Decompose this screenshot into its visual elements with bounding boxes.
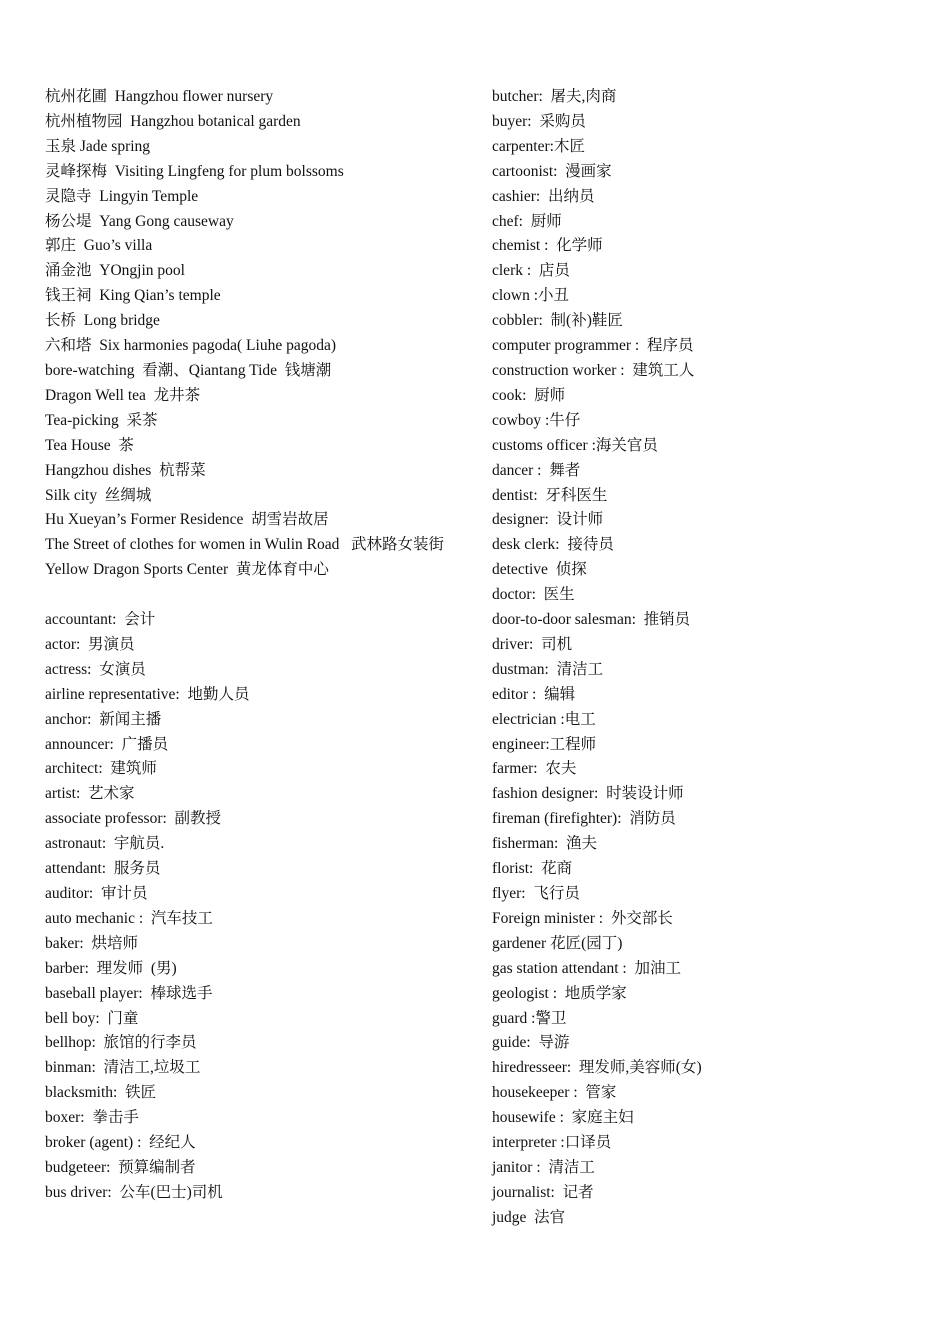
text-line: flyer: 飞行员 — [492, 885, 580, 902]
text-line: barber: 理发师 (男) — [45, 959, 177, 977]
text-line: fisherman: 渔夫 — [492, 835, 598, 853]
right-column — [492, 85, 912, 1231]
text-line: associate professor: 副教授 — [45, 810, 222, 828]
text-line: attendant: 服务员 — [45, 860, 161, 878]
text-line: blacksmith: 铁匠 — [45, 1084, 157, 1102]
text-line: baker: 烘培师 — [45, 934, 138, 952]
text-line: Hangzhou dishes 杭帮菜 — [45, 461, 206, 479]
text-line: Silk city 丝绸城 — [45, 486, 152, 504]
text-line: airline representative: 地勤人员 — [45, 685, 250, 703]
text-line: butcher: 屠夫,肉商 — [492, 88, 617, 105]
text-line: bell boy: 门童 — [45, 1009, 139, 1027]
text-line: 涌金池 YOngjin pool — [45, 262, 185, 280]
text-line: broker (agent) : 经纪人 — [45, 1134, 196, 1152]
text-line: clown :小丑 — [492, 287, 570, 305]
text-line: guide: 导游 — [492, 1034, 570, 1052]
text-line: Tea-picking 采茶 — [45, 411, 158, 429]
text-line: interpreter :口译员 — [492, 1134, 612, 1152]
text-line: boxer: 拳击手 — [45, 1109, 139, 1127]
text-line: chef: 厨师 — [492, 212, 562, 230]
text-line: bore-watching 看潮、Qiantang Tide 钱塘潮 — [45, 361, 332, 379]
text-line: housewife : 家庭主妇 — [492, 1109, 634, 1127]
text-line: driver: 司机 — [492, 635, 573, 653]
text-line: Tea House 茶 — [45, 436, 134, 454]
text-line: fireman (firefighter): 消防员 — [492, 810, 676, 828]
text-line: computer programmer : 程序员 — [492, 337, 694, 355]
text-line: 郭庄 Guo’s villa — [45, 237, 153, 255]
text-line: 钱王祠 King Qian’s temple — [45, 287, 221, 305]
text-line: bus driver: 公车(巴士)司机 — [45, 1183, 223, 1201]
text-line: buyer: 采购员 — [492, 112, 586, 130]
text-line: 杭州花圃 Hangzhou flower nursery — [45, 88, 274, 105]
text-line: hiredresseer: 理发师,美容师(女) — [492, 1059, 702, 1077]
text-line: desk clerk: 接待员 — [492, 536, 614, 554]
text-line: construction worker : 建筑工人 — [492, 361, 695, 379]
text-line: gardener 花匠(园丁) — [492, 934, 623, 952]
text-line: actress: 女演员 — [45, 660, 146, 678]
text-line: Foreign minister : 外交部长 — [492, 909, 673, 927]
text-line: gas station attendant : 加油工 — [492, 959, 681, 977]
text-line: dancer : 舞者 — [492, 461, 581, 479]
text-line: artist: 艺术家 — [45, 785, 135, 803]
text-line: architect: 建筑师 — [45, 760, 157, 778]
text-line: 杨公堤 Yang Gong causeway — [45, 212, 234, 230]
text-line: cook: 厨师 — [492, 386, 566, 404]
text-line: The Street of clothes for women in Wulin Road 武林路女装街 — [45, 536, 445, 554]
text-line: 灵峰探梅 Visiting Lingfeng for plum bolssoms — [45, 162, 344, 180]
text-line: 长桥 Long bridge — [45, 312, 160, 330]
blank-line — [45, 583, 465, 608]
text-line: carpenter:木匠 — [492, 137, 585, 155]
text-line: journalist: 记者 — [492, 1183, 594, 1201]
text-line: judge 法官 — [492, 1208, 566, 1226]
text-line: editor : 编辑 — [492, 685, 576, 703]
text-line: engineer:工程师 — [492, 735, 597, 753]
text-line: door-to-door salesman: 推销员 — [492, 611, 691, 629]
text-line: 灵隐寺 Lingyin Temple — [45, 187, 199, 205]
text-line: budgeteer: 预算编制者 — [45, 1158, 196, 1176]
text-line: anchor: 新闻主播 — [45, 710, 162, 728]
text-line: bellhop: 旅馆的行李员 — [45, 1034, 197, 1052]
text-line: 六和塔 Six harmonies pagoda( Liuhe pagoda) — [45, 337, 336, 355]
text-line: fashion designer: 时装设计师 — [492, 785, 684, 803]
text-line: dustman: 清洁工 — [492, 660, 604, 678]
text-line: 玉泉 Jade spring — [45, 137, 151, 155]
text-line: accountant: 会计 — [45, 611, 156, 629]
text-line: Dragon Well tea 龙井茶 — [45, 386, 201, 404]
text-line: announcer: 广播员 — [45, 735, 169, 753]
text-line: dentist: 牙科医生 — [492, 486, 608, 504]
text-line: designer: 设计师 — [492, 511, 604, 529]
text-line: auto mechanic : 汽车技工 — [45, 909, 213, 927]
text-line: cashier: 出纳员 — [492, 187, 595, 205]
text-line: customs officer :海关官员 — [492, 436, 658, 454]
text-line: florist: 花商 — [492, 860, 573, 878]
text-line: detective 侦探 — [492, 561, 587, 579]
text-line: baseball player: 棒球选手 — [45, 984, 213, 1002]
text-line: actor: 男演员 — [45, 635, 135, 653]
text-line: housekeeper : 管家 — [492, 1084, 617, 1102]
text-line: Yellow Dragon Sports Center 黄龙体育中心 — [45, 561, 329, 579]
text-line: binman: 清洁工,垃圾工 — [45, 1059, 201, 1077]
text-line: cobbler: 制(补)鞋匠 — [492, 312, 623, 330]
text-line: geologist : 地质学家 — [492, 984, 627, 1002]
text-line: astronaut: 宇航员. — [45, 835, 165, 853]
left-column — [45, 85, 465, 1206]
text-line: farmer: 农夫 — [492, 760, 577, 778]
text-line: cowboy :牛仔 — [492, 411, 581, 429]
text-line: Hu Xueyan’s Former Residence 胡雪岩故居 — [45, 511, 329, 529]
text-line: clerk : 店员 — [492, 262, 570, 280]
text-line: cartoonist: 漫画家 — [492, 162, 612, 180]
text-line: electrician :电工 — [492, 710, 596, 728]
text-line: doctor: 医生 — [492, 586, 575, 604]
text-line: chemist : 化学师 — [492, 237, 603, 255]
text-line: guard :警卫 — [492, 1009, 567, 1027]
text-line: janitor : 清洁工 — [492, 1158, 595, 1176]
text-line: 杭州植物园 Hangzhou botanical garden — [45, 112, 301, 130]
text-line: auditor: 审计员 — [45, 884, 148, 902]
